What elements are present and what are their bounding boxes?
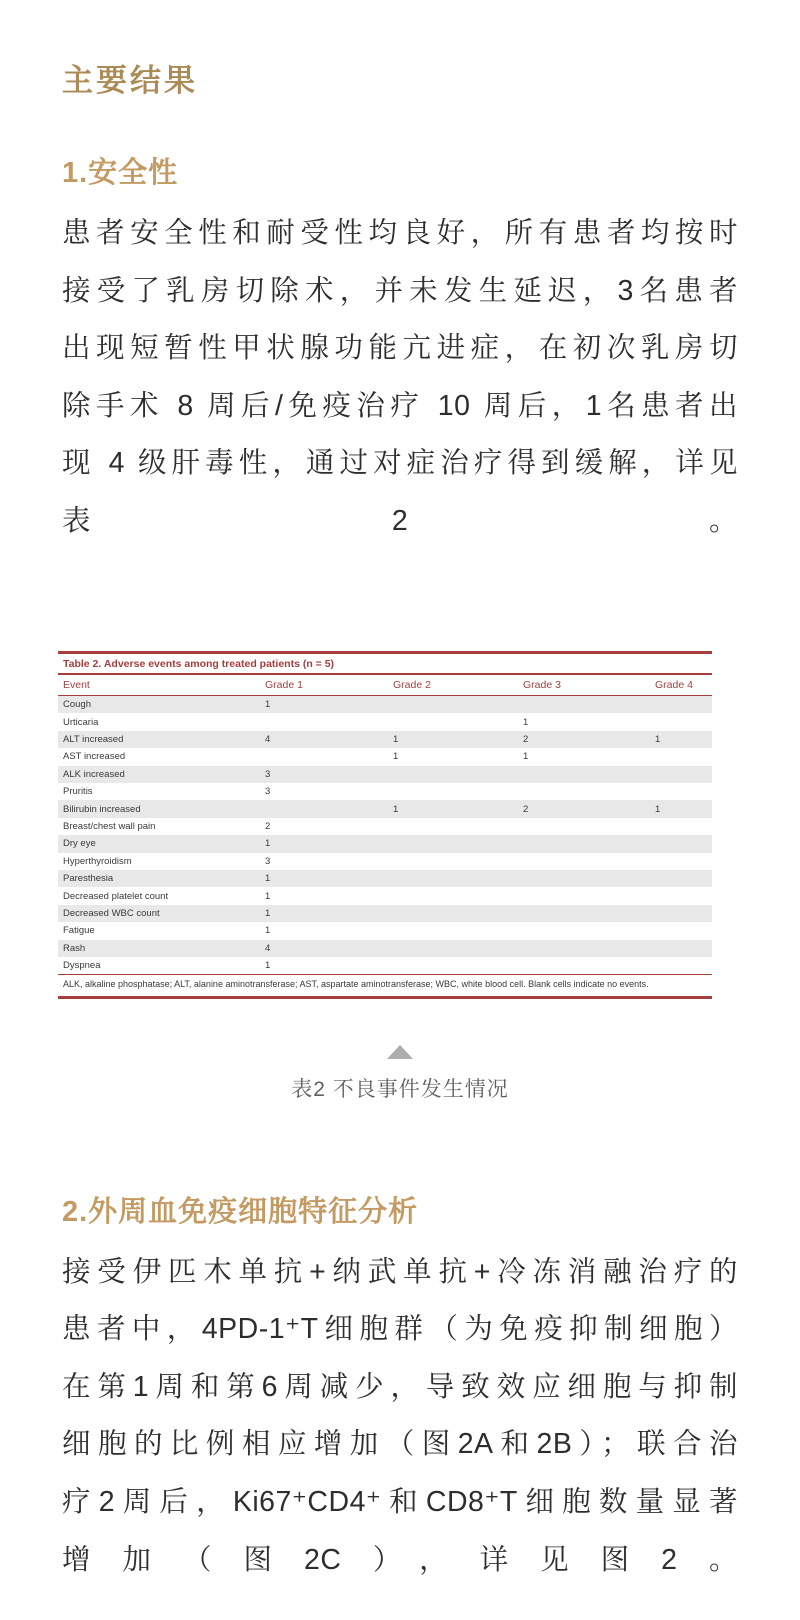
event-cell: Decreased WBC count: [63, 907, 160, 919]
table-caption: 表2 不良事件发生情况: [291, 1077, 509, 1101]
event-cell: Dyspnea: [63, 960, 101, 972]
table-column-header: Grade 4: [655, 679, 693, 692]
grade1-cell: 1: [265, 907, 271, 919]
event-cell: Fatigue: [63, 925, 95, 937]
paragraph-line: 表2。: [62, 504, 738, 537]
table-row: [58, 713, 712, 730]
grade4-cell: 1: [655, 803, 661, 815]
grade2-cell: 1: [393, 803, 399, 815]
paragraph-line: 细胞的比例相应增加（图2A和2B）；联合治: [62, 1428, 738, 1461]
table-row: [58, 783, 712, 800]
event-cell: ALT increased: [63, 734, 124, 746]
grade2-cell: 1: [393, 751, 399, 763]
table-footnote: ALK, alkaline phosphatase; ALT, alanine aminotransferase; AST, aspartate aminotransferase; WBC, white blood cell. Blank cells indicate no events.: [58, 974, 712, 995]
paragraph-line: 患者安全性和耐受性均良好，所有患者均按时: [62, 217, 738, 249]
event-cell: Cough: [63, 699, 91, 711]
table-row: [58, 766, 712, 783]
table-row: [58, 748, 712, 765]
grade1-cell: 1: [265, 699, 271, 711]
grade1-cell: 1: [265, 838, 271, 850]
event-cell: Dry eye: [63, 838, 96, 850]
grade2-cell: 1: [393, 734, 399, 746]
section2-heading: 2.外周血免疫细胞特征分析: [62, 1195, 419, 1228]
grade1-cell: 3: [265, 768, 271, 780]
table-row: [58, 800, 712, 817]
table-header-row: [58, 675, 712, 697]
table-row: [58, 835, 712, 852]
paragraph-line: 增加（图2C），详见图2。: [62, 1543, 738, 1576]
grade1-cell: 3: [265, 855, 271, 867]
event-cell: ALK increased: [63, 768, 125, 780]
table-row: [58, 870, 712, 887]
event-cell: Paresthesia: [63, 873, 114, 885]
triangle-up-icon: [387, 1045, 413, 1059]
table-title: Table 2. Adverse events among treated patients (n = 5): [58, 654, 712, 675]
table-column-header: Grade 2: [393, 679, 431, 692]
table-column-header: Grade 1: [265, 679, 303, 692]
paragraph-line: 疗2周后，Ki67⁺CD4⁺和CD8⁺T细胞数量显著: [62, 1485, 738, 1518]
table-row: [58, 818, 712, 835]
paragraph-line: 除手术 8 周后/免疫治疗 10 周后，1名患者出: [62, 389, 738, 422]
table-row: [58, 905, 712, 922]
page-title: 主要结果: [62, 63, 198, 99]
table-row: [58, 957, 712, 974]
table-column-header: Grade 3: [523, 679, 561, 692]
grade3-cell: 2: [523, 734, 529, 746]
table-row: [58, 696, 712, 713]
section1-heading: 1.安全性: [62, 157, 179, 189]
event-cell: Rash: [63, 942, 86, 954]
grade3-cell: 2: [523, 803, 529, 815]
grade3-cell: 1: [523, 751, 529, 763]
grade1-cell: 4: [265, 942, 271, 954]
grade1-cell: 1: [265, 960, 271, 972]
event-cell: Decreased platelet count: [63, 890, 169, 902]
event-cell: Pruritis: [63, 786, 93, 798]
section2-paragraph: [62, 1244, 738, 1590]
grade4-cell: 1: [655, 734, 661, 746]
paragraph-line: 现 4 级肝毒性，通过对症治疗得到缓解，详见: [62, 447, 738, 480]
table-row: [58, 887, 712, 904]
grade3-cell: 1: [523, 716, 529, 728]
paragraph-line: 在第1周和第6周减少，导致效应细胞与抑制: [62, 1370, 738, 1403]
table-row: [58, 731, 712, 748]
table-row: [58, 940, 712, 957]
grade1-cell: 1: [265, 925, 271, 937]
paragraph-line: 接受了乳房切除术，并未发生延迟，3名患者: [62, 274, 738, 307]
event-cell: Bilirubin increased: [63, 803, 141, 815]
event-cell: Hyperthyroidism: [63, 855, 132, 867]
paragraph-line: 患者中，4PD-1⁺T细胞群（为免疫抑制细胞）: [62, 1313, 738, 1346]
grade1-cell: 1: [265, 890, 271, 902]
event-cell: AST increased: [63, 751, 126, 763]
table-row: [58, 922, 712, 939]
paragraph-line: 出现短暂性甲状腺功能亢进症，在初次乳房切: [62, 332, 738, 365]
table-row: [58, 853, 712, 870]
event-cell: Urticaria: [63, 716, 99, 728]
section1-paragraph: [62, 205, 738, 551]
grade1-cell: 3: [265, 786, 271, 798]
adverse-events-table: [58, 651, 712, 999]
grade1-cell: 4: [265, 734, 271, 746]
grade1-cell: 1: [265, 873, 271, 885]
table-column-header: Event: [63, 679, 90, 692]
paragraph-line: 接受伊匹木单抗+纳武单抗+冷冻消融治疗的: [62, 1255, 738, 1288]
table-body: [58, 696, 712, 974]
event-cell: Breast/chest wall pain: [63, 820, 156, 832]
grade1-cell: 2: [265, 820, 271, 832]
